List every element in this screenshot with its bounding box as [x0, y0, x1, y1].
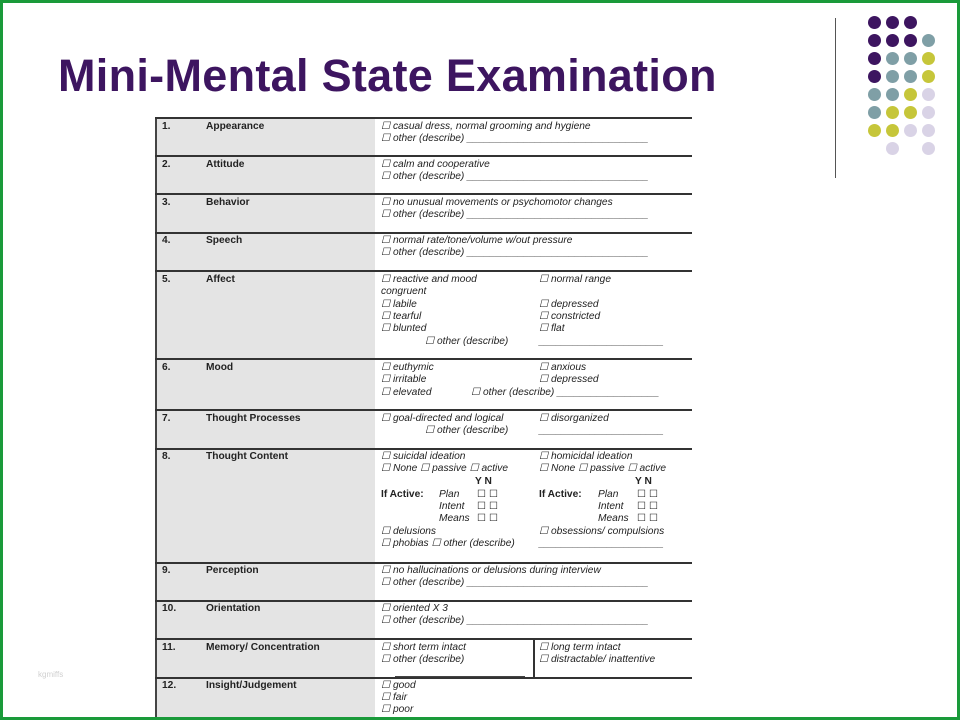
checkbox-option[interactable]: ☐ poor — [381, 704, 414, 715]
row-divider — [155, 117, 692, 119]
plan-checkboxes[interactable]: ☐ ☐ — [637, 489, 659, 500]
checkbox-option-other[interactable]: ☐ other (describe) — [425, 336, 509, 347]
decorative-dot — [904, 106, 917, 119]
checkbox-option[interactable]: ☐ casual dress, normal grooming and hygiene — [381, 121, 591, 132]
checkbox-option[interactable]: ☐ fair — [381, 692, 408, 703]
checkbox-option-other[interactable]: ☐ other (describe) ________________________________ — [381, 209, 649, 220]
checkbox-option[interactable]: ☐ normal rate/tone/volume w/out pressure — [381, 235, 573, 246]
checkbox-option[interactable]: ☐ irritable — [381, 374, 427, 385]
section-label-mood: Mood — [206, 362, 234, 373]
decorative-dot-grid — [850, 12, 950, 162]
checkbox-option[interactable]: ☐ blunted — [381, 323, 427, 334]
means-checkboxes[interactable]: ☐ ☐ — [637, 513, 659, 524]
decorative-dot — [868, 106, 881, 119]
section-label-perception: Perception — [206, 565, 259, 576]
section-number: 10. — [162, 603, 177, 614]
checkbox-option-other[interactable]: ☐ other (describe) ________________________________ — [381, 577, 649, 588]
checkbox-option[interactable]: ☐ reactive and mood — [381, 274, 477, 285]
section-number: 2. — [162, 159, 171, 170]
section-label-behavior: Behavior — [206, 197, 250, 208]
checkbox-option-other[interactable]: ☐ other (describe) ________________________________ — [381, 133, 649, 144]
decorative-dot — [904, 124, 917, 137]
checkbox-option-group[interactable]: ☐ phobias ☐ other (describe) — [381, 538, 515, 549]
row-divider — [155, 600, 692, 602]
decorative-dot — [922, 88, 935, 101]
checkbox-option-group[interactable]: ☐ None ☐ passive ☐ active — [539, 463, 667, 474]
checkbox-option[interactable]: ☐ homicidal ideation — [539, 451, 633, 462]
checkbox-option[interactable]: ☐ tearful — [381, 311, 422, 322]
checkbox-option-other[interactable]: ☐ other (describe) ________________________________ — [381, 615, 649, 626]
section-number: 6. — [162, 362, 171, 373]
section-label-affect: Affect — [206, 274, 235, 285]
decorative-dot — [922, 52, 935, 65]
checkbox-option[interactable]: ☐ normal range — [539, 274, 611, 285]
decorative-dot — [868, 34, 881, 47]
section-number: 3. — [162, 197, 171, 208]
section-number: 12. — [162, 680, 177, 691]
plan-checkboxes[interactable]: ☐ ☐ — [477, 489, 499, 500]
section-number: 7. — [162, 413, 171, 424]
yes-no-header: Y N — [475, 476, 492, 487]
row-divider — [155, 562, 692, 564]
if-active-label: If Active: — [381, 489, 424, 500]
means-label: Means — [598, 513, 629, 524]
decorative-dot — [886, 52, 899, 65]
section-number: 1. — [162, 121, 171, 132]
checkbox-option[interactable]: ☐ short term intact — [381, 642, 466, 653]
section-label-speech: Speech — [206, 235, 243, 246]
checkbox-option[interactable]: ☐ no hallucinations or delusions during interview — [381, 565, 601, 576]
plan-label: Plan — [598, 489, 619, 500]
section-number: 11. — [162, 642, 176, 653]
checkbox-option-group[interactable]: ☐ None ☐ passive ☐ active — [381, 463, 509, 474]
checkbox-option[interactable]: ☐ disorganized — [539, 413, 609, 424]
checkbox-option-other[interactable]: ☐ other (describe) __________________ — [471, 387, 660, 398]
checkbox-option[interactable]: ☐ goal-directed and logical — [381, 413, 504, 424]
blank-line[interactable]: ______________________ — [539, 336, 664, 347]
intent-label: Intent — [598, 501, 624, 512]
decorative-dot — [886, 142, 899, 155]
decorative-dot — [922, 70, 935, 83]
intent-label: Intent — [439, 501, 465, 512]
row-divider — [155, 448, 692, 450]
decorative-dot — [868, 88, 881, 101]
decorative-dot — [922, 34, 935, 47]
watermark-text: kgmiffs — [38, 670, 64, 679]
plan-label: Plan — [439, 489, 460, 500]
decorative-dot — [868, 70, 881, 83]
decorative-dot — [886, 34, 899, 47]
checkbox-option[interactable]: ☐ delusions — [381, 526, 437, 537]
intent-checkboxes[interactable]: ☐ ☐ — [477, 501, 499, 512]
row-divider — [155, 409, 692, 411]
checkbox-option-other[interactable]: ☐ other (describe) — [425, 425, 509, 436]
checkbox-option[interactable]: ☐ depressed — [539, 374, 599, 385]
section-label-insight: Insight/Judgement — [206, 680, 297, 691]
means-checkboxes[interactable]: ☐ ☐ — [477, 513, 499, 524]
if-active-label: If Active: — [539, 489, 582, 500]
decorative-dot — [922, 106, 935, 119]
section-label-thought-content: Thought Content — [206, 451, 289, 462]
column-divider — [533, 638, 535, 678]
section-label-attitude: Attitude — [206, 159, 245, 170]
decorative-dot — [868, 124, 881, 137]
row-divider — [155, 193, 692, 195]
checkbox-option[interactable]: ☐ elevated — [381, 387, 432, 398]
mse-form — [155, 117, 692, 717]
decorative-dot — [886, 106, 899, 119]
row-divider — [155, 155, 692, 157]
section-number: 4. — [162, 235, 171, 246]
section-label-orientation: Orientation — [206, 603, 261, 614]
checkbox-option[interactable]: ☐ flat — [539, 323, 565, 334]
intent-checkboxes[interactable]: ☐ ☐ — [637, 501, 659, 512]
row-divider — [155, 358, 692, 360]
option-continuation: congruent — [381, 286, 427, 297]
checkbox-option[interactable]: ☐ euthymic — [381, 362, 434, 373]
row-divider — [155, 638, 692, 640]
checkbox-option[interactable]: ☐ depressed — [539, 299, 599, 310]
row-divider — [155, 232, 692, 234]
checkbox-option[interactable]: ☐ constricted — [539, 311, 601, 322]
section-number: 8. — [162, 451, 171, 462]
checkbox-option-other[interactable]: ☐ other (describe) — [381, 654, 465, 665]
decorative-dot — [904, 16, 917, 29]
checkbox-option[interactable]: ☐ obsessions/ compulsions — [539, 526, 665, 537]
row-divider — [155, 270, 692, 272]
decorative-dot — [904, 88, 917, 101]
section-number: 9. — [162, 565, 171, 576]
checkbox-option[interactable]: ☐ good — [381, 680, 416, 691]
checkbox-option[interactable]: ☐ no unusual movements or psychomotor changes — [381, 197, 613, 208]
decorative-dot — [868, 52, 881, 65]
decorative-dot — [868, 16, 881, 29]
checkbox-option[interactable]: ☐ distractable/ inattentive — [539, 654, 656, 665]
checkbox-option[interactable]: ☐ anxious — [539, 362, 587, 373]
blank-line[interactable]: ______________________ — [539, 538, 664, 549]
section-label-thought-processes: Thought Processes — [206, 413, 301, 424]
decorative-dot — [886, 16, 899, 29]
decorative-dot — [886, 124, 899, 137]
decorative-dot — [886, 70, 899, 83]
slide-title: Mini-Mental State Examination — [58, 50, 717, 101]
yes-no-header: Y N — [635, 476, 652, 487]
decorative-dot — [904, 70, 917, 83]
blank-line[interactable] — [395, 676, 525, 677]
section-label-memory: Memory/ Concentration — [206, 642, 320, 653]
checkbox-option[interactable]: ☐ suicidal ideation — [381, 451, 466, 462]
checkbox-option-other[interactable]: ☐ other (describe) ________________________________ — [381, 247, 649, 258]
checkbox-option[interactable]: ☐ calm and cooperative — [381, 159, 490, 170]
checkbox-option[interactable]: ☐ labile — [381, 299, 417, 310]
checkbox-option[interactable]: ☐ long term intact — [539, 642, 621, 653]
checkbox-option[interactable]: ☐ oriented X 3 — [381, 603, 448, 614]
section-label-appearance: Appearance — [206, 121, 265, 132]
decorative-divider — [835, 18, 836, 178]
checkbox-option-other[interactable]: ☐ other (describe) ________________________________ — [381, 171, 649, 182]
means-label: Means — [439, 513, 470, 524]
decorative-dot — [922, 124, 935, 137]
row-divider — [155, 677, 692, 679]
decorative-dot — [904, 52, 917, 65]
decorative-dot — [922, 142, 935, 155]
form-left-border — [155, 117, 157, 717]
decorative-dot — [904, 34, 917, 47]
blank-line[interactable]: ______________________ — [539, 425, 664, 436]
decorative-dot — [886, 88, 899, 101]
section-number: 5. — [162, 274, 171, 285]
